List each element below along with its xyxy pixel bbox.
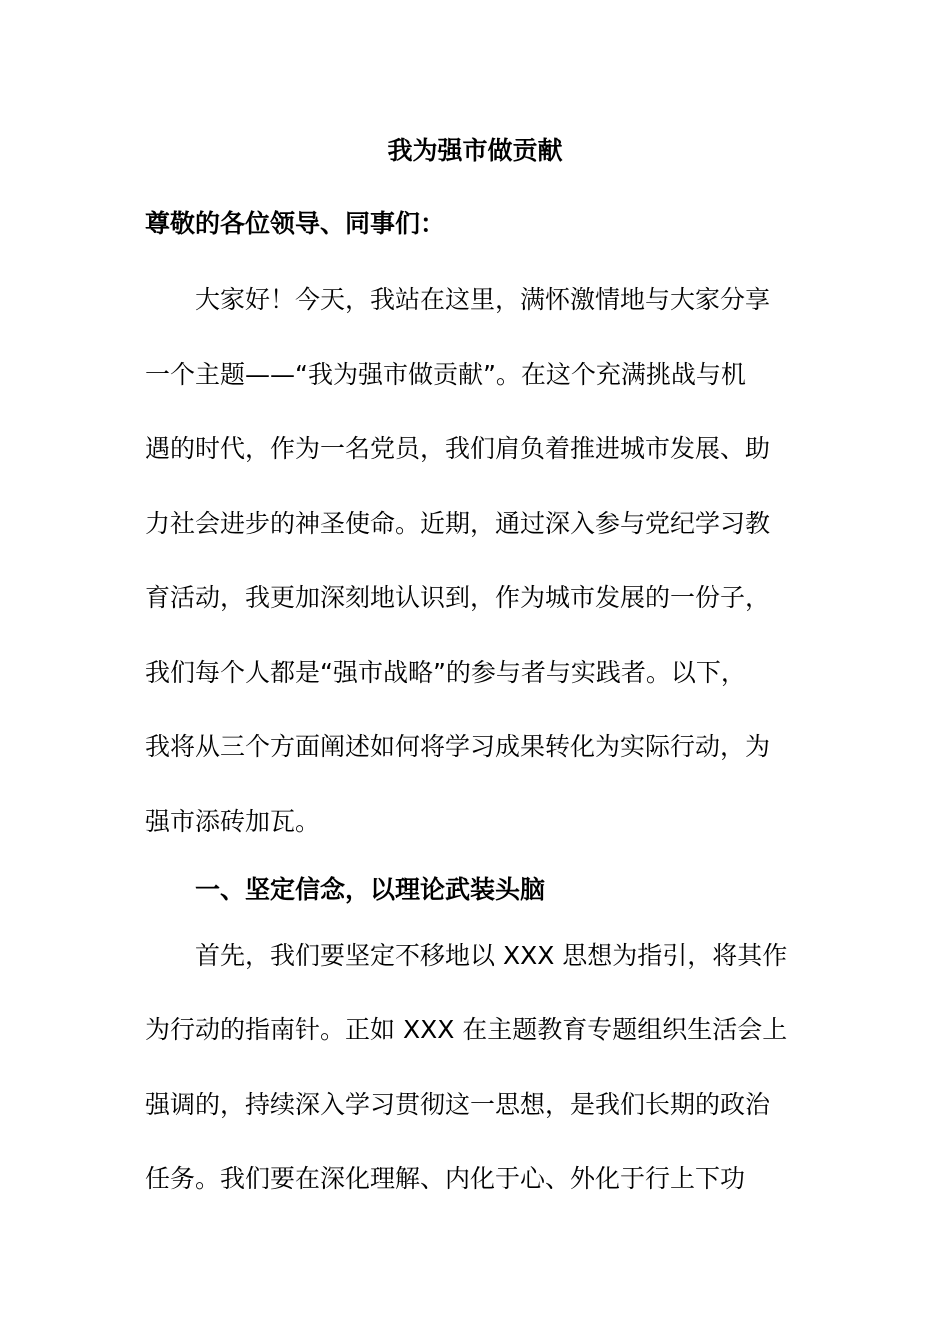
paragraph-line: 强市添砖加瓦。 xyxy=(145,807,321,836)
paragraph-line: 为行动的指南针。正如 XXX 在主题教育专题组织生活会上 xyxy=(145,1015,788,1044)
paragraph-line: 一个主题——“我为强市做贡献”。在这个充满挑战与机 xyxy=(145,360,746,389)
section-heading: 一、坚定信念，以理论武装头脑 xyxy=(195,875,546,904)
paragraph-line: 力社会进步的神圣使命。近期，通过深入参与党纪学习教 xyxy=(145,509,771,538)
paragraph-line: 首先，我们要坚定不移地以 XXX 思想为指引，将其作 xyxy=(195,941,788,970)
paragraph-line: 大家好！今天，我站在这里，满怀激情地与大家分享 xyxy=(195,285,771,314)
paragraph-line: 我将从三个方面阐述如何将学习成果转化为实际行动，为 xyxy=(145,732,771,761)
paragraph-line: 我们每个人都是“强市战略”的参与者与实践者。以下， xyxy=(145,658,746,687)
paragraph-line: 遇的时代，作为一名党员，我们肩负着推进城市发展、助 xyxy=(145,434,771,463)
paragraph-line: 任务。我们要在深化理解、内化于心、外化于行上下功 xyxy=(145,1164,746,1193)
salutation: 尊敬的各位领导、同事们： xyxy=(145,209,446,238)
paragraph-line: 强调的，持续深入学习贯彻这一思想，是我们长期的政治 xyxy=(145,1090,771,1119)
document-title: 我为强市做贡献 xyxy=(387,136,563,165)
paragraph-line: 育活动，我更加深刻地认识到，作为城市发展的一份子， xyxy=(145,583,771,612)
